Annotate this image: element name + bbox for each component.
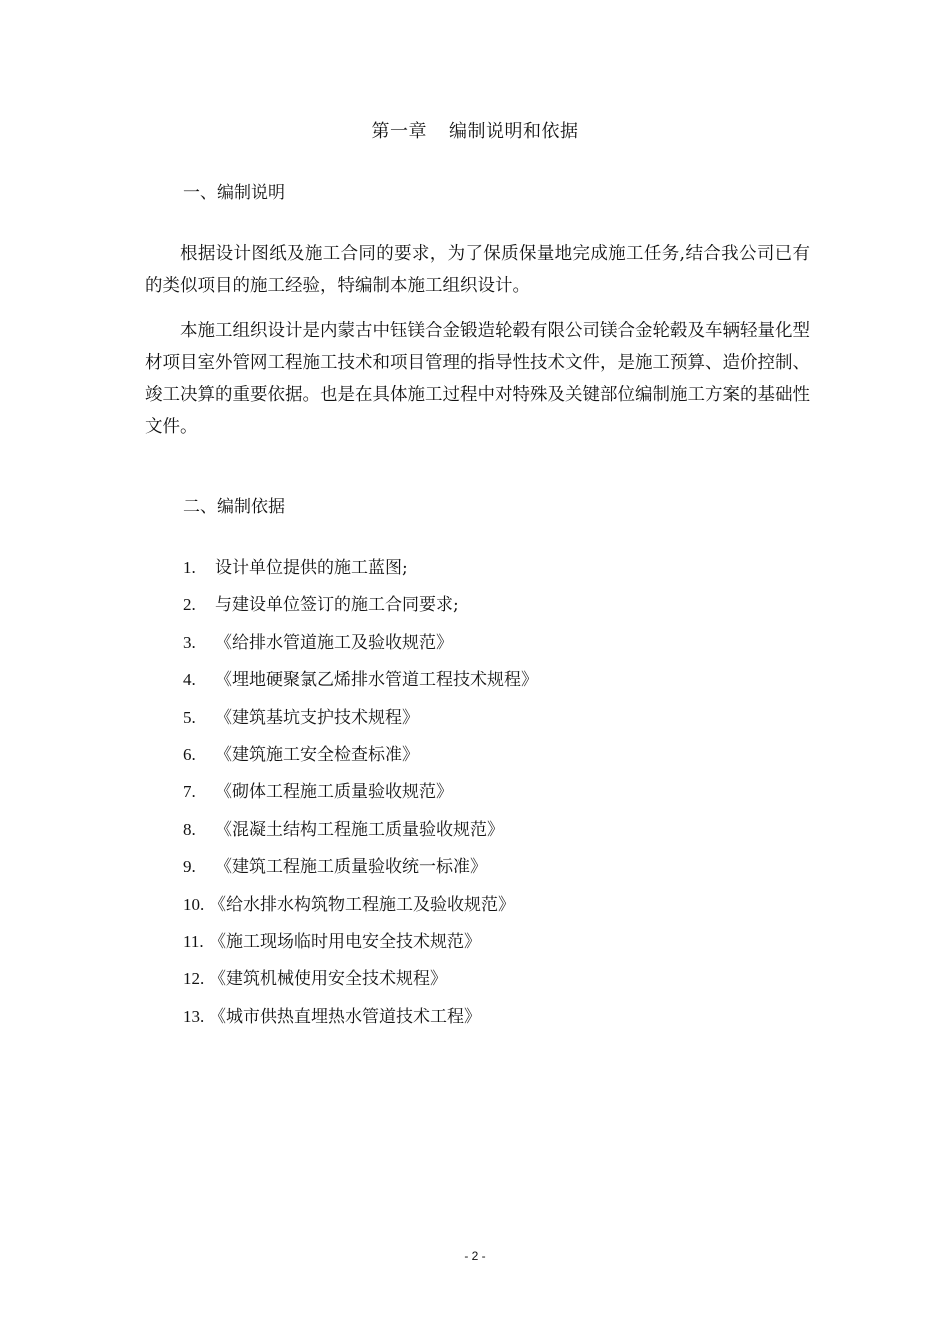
section-heading-compilation-notes: 一、编制说明 xyxy=(183,183,285,203)
list-item xyxy=(183,553,538,590)
list-item-number: 4. xyxy=(183,670,196,690)
list-item-number: 1. xyxy=(183,558,196,577)
list-item xyxy=(183,852,538,889)
paragraph: 根据设计图纸及施工合同的要求，为了保质保量地完成施工任务,结合我公司已有的类似项目的施工经验，特编制本施工组织设计。 xyxy=(145,244,810,296)
reference-list xyxy=(183,553,538,1039)
list-item-text: 《建筑工程施工质量验收统一标准》 xyxy=(215,857,487,878)
list-item-text: 《给水排水构筑物工程施工及验收规范》 xyxy=(209,894,515,915)
list-item-number: 3. xyxy=(183,632,196,652)
chapter-label: 第一章 xyxy=(371,121,427,142)
list-item xyxy=(183,1002,538,1039)
list-item-text: 《建筑施工安全检查标准》 xyxy=(215,744,419,765)
list-item-text: 《埋地硬聚氯乙烯排水管道工程技术规程》 xyxy=(215,670,538,691)
list-item xyxy=(183,964,538,1001)
list-item-text: 《给排水管道施工及验收规范》 xyxy=(215,632,453,653)
chapter-title xyxy=(0,117,950,147)
page-number: - 2 - xyxy=(464,1249,486,1263)
paragraph: 本施工组织设计是内蒙古中钰镁合金锻造轮毂有限公司镁合金轮毂及车辆轻量化型材项目室外管网工程施工技术和项目管理的指导性技术文件，是施工预算、造价控制、竣工决算的重要依据。也是在具体施工过程中对特殊及关键部位编制施工方案的基础性文件。 xyxy=(145,321,810,437)
list-item xyxy=(183,703,538,740)
list-item-text: 《建筑基坑支护技术规程》 xyxy=(215,707,419,728)
list-item-number: 6. xyxy=(183,744,196,764)
list-item-text: 《建筑机械使用安全技术规程》 xyxy=(209,969,447,990)
list-item-number: 11. xyxy=(183,931,204,951)
list-item-text: 《施工现场临时用电安全技术规范》 xyxy=(209,931,481,952)
list-item-text: 与建设单位签订的施工合同要求; xyxy=(215,595,459,616)
list-item-number: 9. xyxy=(183,857,196,877)
list-item xyxy=(183,927,538,964)
list-item xyxy=(183,777,538,814)
list-item-number: 8. xyxy=(183,819,196,839)
list-item xyxy=(183,740,538,777)
list-item-number: 13. xyxy=(183,1006,205,1026)
list-item-text: 《砌体工程施工质量验收规范》 xyxy=(215,782,453,803)
list-item xyxy=(183,890,538,927)
chapter-title-text: 编制说明和依据 xyxy=(449,121,579,142)
list-item-number: 2. xyxy=(183,595,196,615)
list-item xyxy=(183,590,538,627)
list-item-text: 设计单位提供的施工蓝图; xyxy=(215,558,408,578)
list-item-text: 《混凝土结构工程施工质量验收规范》 xyxy=(215,819,504,840)
list-item xyxy=(183,665,538,702)
list-item-number: 12. xyxy=(183,969,205,989)
list-item-number: 5. xyxy=(183,707,196,727)
list-item-number: 10. xyxy=(183,894,205,914)
list-item xyxy=(183,815,538,852)
list-item-number: 7. xyxy=(183,782,196,802)
section-heading-compilation-basis: 二、编制依据 xyxy=(183,497,285,517)
list-item-text: 《城市供热直埋热水管道技术工程》 xyxy=(209,1006,481,1027)
list-item xyxy=(183,628,538,665)
